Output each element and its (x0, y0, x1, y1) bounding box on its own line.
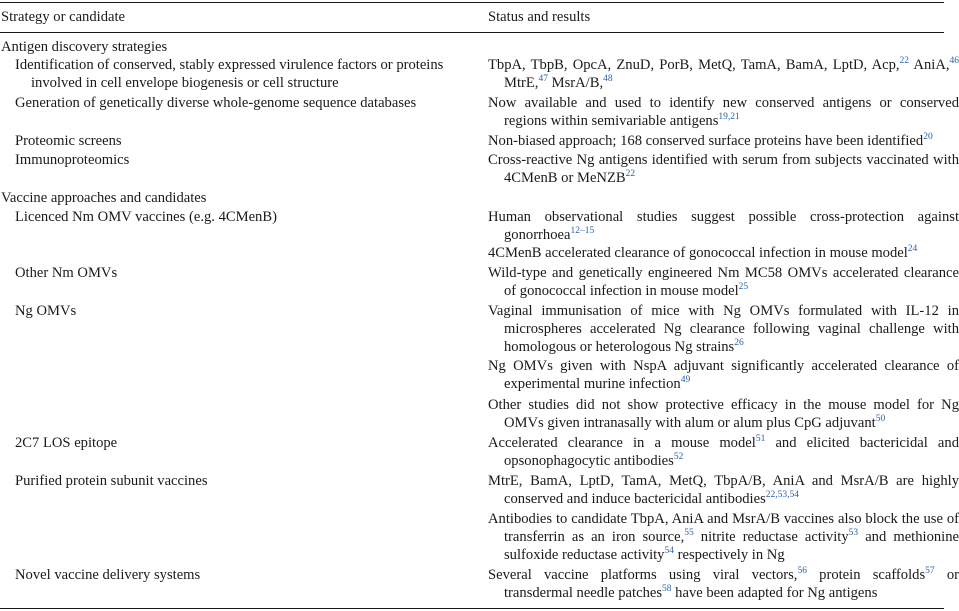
reference-link[interactable]: 49 (680, 375, 691, 385)
table-row-candidate: Ng OMVs (15, 303, 77, 319)
table-row-result: Several vaccine platforms using viral vectors,$^{56}$ protein scaffolds$^{57}$ or transdermal needle patches$^{58}$ have been adapted for Ng antigens (488, 566, 959, 601)
table-row-candidate: Identification of conserved, stably expressed virulence factors or proteins involved in cell envelope biogenesis or cell structure (15, 57, 444, 91)
table-row-result: MtrE, BamA, LptD, TamA, MetQ, TbpA/B, AniA and MsrA/B are highly conserved and induce bactericidal antibodies$^{22,53,54}$ (488, 473, 959, 507)
reference-link[interactable]: 58 (662, 584, 672, 594)
reference-link[interactable]: 54 (664, 546, 674, 556)
table-row-candidate: Generation of genetically diverse whole-genome sequence databases (15, 95, 417, 111)
table-bottom-rule (0, 608, 944, 609)
table-row-result: Non-biased approach; 168 conserved surface proteins have been identified$^{20}$ (488, 132, 933, 149)
table-row-result: 4CMenB accelerated clearance of gonococcal infection in mouse model$^{24}$ (488, 244, 918, 261)
reference-link[interactable]: 22 (625, 169, 636, 179)
table-row-result: Antibodies to candidate TbpA, AniA and MsrA/B vaccines also block the use of transferrin as an iron source,$^{55}$ nitrite reductase activity$^{53}$ and methionine sulfoxide reductase activity$^{54}$ respectively in Ng (488, 511, 959, 563)
column-header-strategy: Strategy or candidate (1, 9, 125, 25)
table-row-result: TbpA, TbpB, OpcA, ZnuD, PorB, MetQ, TamA, BamA, LptD, Acp,$^{22}$ AniA,$^{46}$ MtrE,$^{47}$ MsrA/B,$^{48}$ (488, 56, 959, 91)
section-title: Vaccine approaches and candidates (1, 190, 207, 206)
reference-link[interactable]: 20 (923, 132, 933, 142)
table-row-candidate: Novel vaccine delivery systems (15, 567, 201, 583)
reference-link[interactable]: 47 (538, 74, 548, 84)
reference-link[interactable]: 56 (797, 566, 807, 576)
section-title: Antigen discovery strategies (1, 39, 168, 55)
table-row-candidate: Proteomic screens (15, 133, 122, 149)
reference-link[interactable]: 52 (673, 452, 684, 462)
table-row-result: Human observational studies suggest possible cross-protection against gonorrhoea$^{12-15}$ (488, 209, 959, 243)
table-row-result: Cross-reactive Ng antigens identified with serum from subjects vaccinated with 4CMenB or MeNZB$^{22}$ (488, 152, 959, 186)
column-header-status: Status and results (488, 9, 591, 25)
reference-link[interactable]: 24 (907, 244, 918, 254)
reference-link[interactable]: 22,53,54 (765, 490, 800, 500)
reference-link[interactable]: 46 (949, 56, 959, 66)
table-row-result: Ng OMVs given with NspA adjuvant significantly accelerated clearance of experimental murine infection$^{49}$ (488, 358, 959, 392)
reference-link[interactable]: 22 (899, 56, 910, 66)
reference-link[interactable]: 53 (848, 528, 859, 538)
table-header-rule (0, 32, 944, 33)
table-top-rule (0, 2, 944, 3)
table-row-result: Accelerated clearance in a mouse model$^{51}$ and elicited bactericidal and opsonophagocytic antibodies$^{52}$ (488, 434, 959, 469)
table-row-candidate: Other Nm OMVs (15, 265, 118, 281)
reference-link[interactable]: 55 (684, 528, 694, 538)
table-row-candidate: Licenced Nm OMV vaccines (e.g. 4CMenB) (15, 209, 277, 225)
reference-link[interactable]: 19,21 (718, 112, 740, 122)
table-row-candidate: Purified protein subunit vaccines (15, 473, 208, 489)
reference-link[interactable]: 12–15 (570, 226, 595, 236)
reference-link[interactable]: 51 (755, 434, 766, 444)
table-row-result: Vaginal immunisation of mice with Ng OMVs formulated with IL-12 in microspheres accelerated Ng clearance following vaginal challenge with homologous or heterologous Ng strains$^{26}$ (488, 303, 959, 355)
reference-link[interactable]: 57 (925, 566, 935, 576)
table-row-result: Wild-type and genetically engineered Nm MC58 OMVs accelerated clearance of gonococcal infection in mouse model$^{25}$ (488, 265, 959, 299)
reference-link[interactable]: 26 (734, 338, 744, 348)
reference-link[interactable]: 25 (738, 282, 749, 292)
reference-link[interactable]: 50 (875, 414, 886, 424)
reference-link[interactable]: 48 (603, 74, 613, 84)
table-row-result: Now available and used to identify new conserved antigens or conserved regions within semivariable antigens$^{19,21}$ (488, 95, 959, 129)
table-row-candidate: Immunoproteomics (15, 152, 130, 168)
table-row-candidate: 2C7 LOS epitope (15, 435, 118, 451)
table-row-result: Other studies did not show protective efficacy in the mouse model for Ng OMVs given intranasally with alum or alum plus CpG adjuvant$^{50}$ (488, 397, 959, 431)
